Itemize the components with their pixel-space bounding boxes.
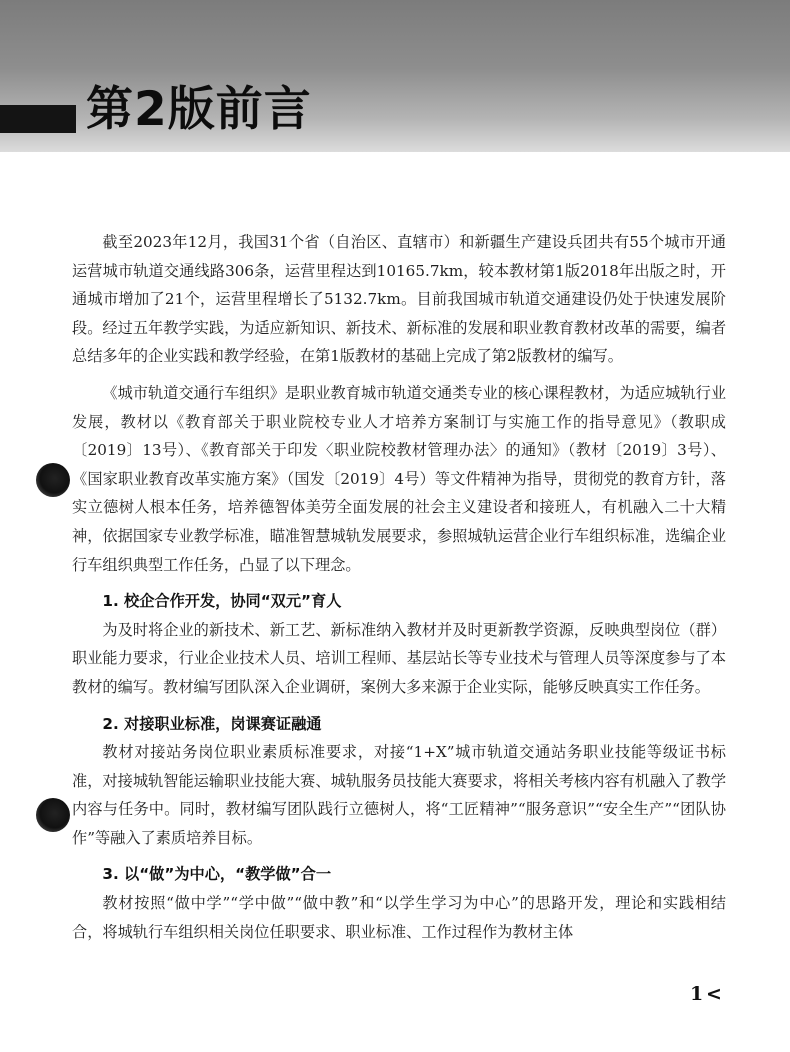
paragraph-1: 截至2023年12月，我国31个省（自治区、直辖市）和新疆生产建设兵团共有55个城市开通运营城市轨道交通线路306条，运营里程达到10165.7km，较本教材第1版2018年出版之时，开通城市增加了21个，运营里程增长了5132.7km。目前我国城市轨道交通建设仍处于快速发展阶段。经过五年教学实践，为适应新知识、新技术、新标准的发展和职业教育教材改革的需要，编者总结多年的企业实践和教学经验，在第1版教材的基础上完成了第2版教材的编写。 xyxy=(72,233,726,366)
page-arrow-icon: < xyxy=(706,983,722,1005)
section-heading-1: 1. 校企合作开发，协同“双元”育人 xyxy=(102,592,342,611)
binding-hole-bottom xyxy=(36,798,70,832)
section-heading-3: 3. 以“做”为中心，“教学做”合一 xyxy=(102,865,332,884)
page-title: 第2版前言 xyxy=(86,82,312,137)
body-content xyxy=(72,228,726,954)
binding-hole-top xyxy=(36,463,70,497)
header-accent-bar xyxy=(0,105,76,133)
page-number: 1 xyxy=(690,983,704,1005)
paragraph-2: 《城市轨道交通行车组织》是职业教育城市轨道交通类专业的核心课程教材，为适应城轨行业发展，教材以《教育部关于职业院校专业人才培养方案制订与实施工作的指导意见》（教职成〔2019〕13号）、《教育部关于印发〈职业院校教材管理办法〉的通知》（教材〔2019〕3号）、《国家职业教育改革实施方案》（国发〔2019〕4号）等文件精神为指导，贯彻党的教育方针，落实立德树人根本任务，培养德智体美劳全面发展的社会主义建设者和接班人，有机融入二十大精神，依据国家专业教学标准，瞄准智慧城轨发展要求，参照城轨运营企业行车组织标准，选编企业行车组织典型工作任务，凸显了以下理念。 xyxy=(72,383,726,574)
section-heading-2: 2. 对接职业标准，岗课赛证融通 xyxy=(102,714,322,733)
paragraph-3: 为及时将企业的新技术、新工艺、新标准纳入教材并及时更新教学资源，反映典型岗位（群）职业能力要求，行业企业技术人员、培训工程师、基层站长等专业技术与管理人员等深度参与了本教材的编写。教材编写团队深入企业调研，案例大多来源于企业实际，能够反映真实工作任务。 xyxy=(72,620,726,696)
paragraph-5: 教材按照“做中学”“学中做”“做中教”和“以学生学习为中心”的思路开发，理论和实践相结合，将城轨行车组织相关岗位任职要求、职业标准、工作过程作为教材主体 xyxy=(72,894,726,941)
paragraph-4: 教材对接站务岗位职业素质标准要求，对接“1+X”城市轨道交通站务职业技能等级证书标准，对接城轨智能运输职业技能大赛、城轨服务员技能大赛要求，将相关考核内容有机融入了教学内容与任务中。同时，教材编写团队践行立德树人，将“工匠精神”“服务意识”“安全生产”“团队协作”等融入了素质培养目标。 xyxy=(72,743,726,847)
